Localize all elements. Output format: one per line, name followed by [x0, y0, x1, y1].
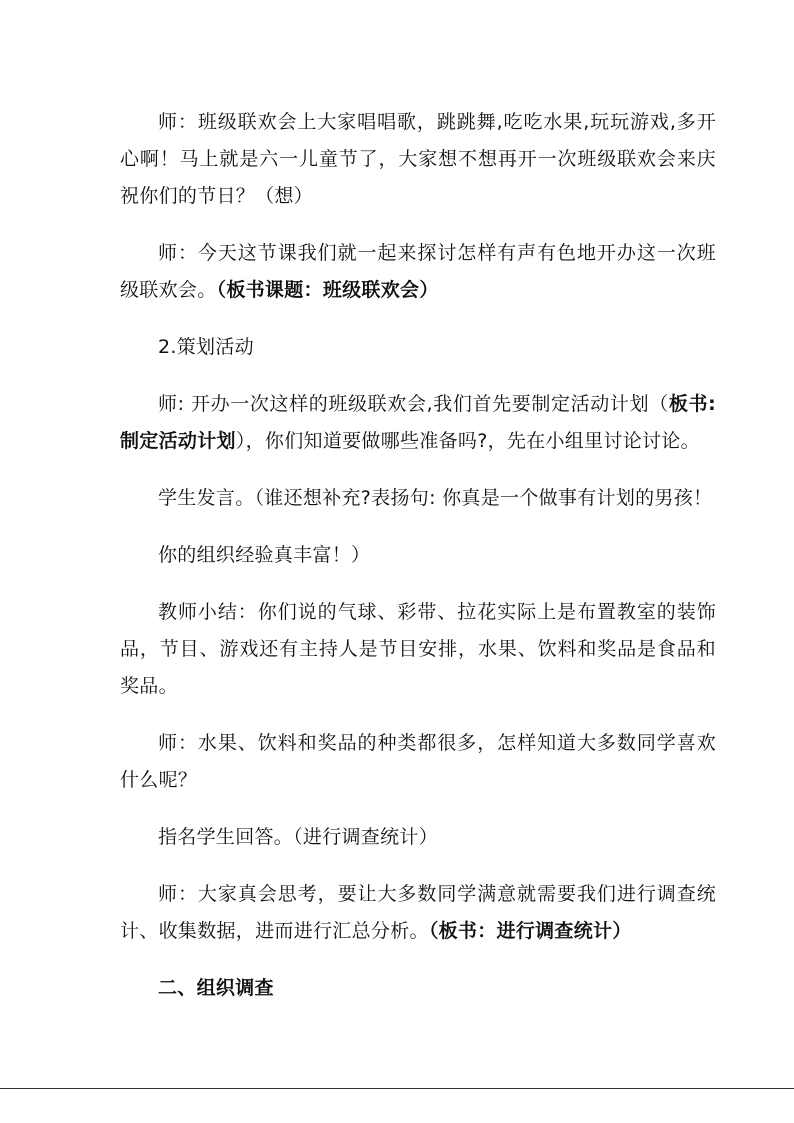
section-heading-text: 二、组织调查	[158, 977, 274, 999]
board-writing-survey: （板书：进行调查统计）	[428, 920, 632, 942]
board-writing-title: （板书课题：班级联欢会）	[216, 279, 439, 301]
paragraph-intro-celebration	[120, 104, 716, 215]
paragraph-text: 师：水果、饮料和奖品的种类都很多，怎样知道大多数同学喜欢什么呢？	[120, 732, 716, 791]
paragraph-praise	[120, 537, 716, 574]
paragraph-student-answer	[120, 819, 716, 856]
paragraph-text: 2.策划活动	[158, 336, 254, 358]
paragraph-text: 师: 开办一次这样的班级联欢会,我们首先要制定活动计划（	[158, 393, 669, 415]
paragraph-student-speech	[120, 480, 716, 517]
document-body	[120, 104, 716, 1027]
paragraph-text: 师：今天这节课我们就一起来探讨怎样有声有色地开办这一次班级联欢会。	[120, 242, 716, 301]
paragraph-make-plan	[120, 386, 716, 460]
paragraph-teacher-summary	[120, 594, 716, 705]
paragraph-text: 师：大家真会思考，要让大多数同学满意就需要我们进行调查统计、收集数据，进而进行汇总分析。	[120, 883, 716, 942]
paragraph-text: 学生发言。（谁还想补充?表扬句: 你真是一个做事有计划的男孩！	[158, 487, 713, 509]
footer-divider	[0, 1088, 794, 1089]
paragraph-explore-topic	[120, 235, 716, 309]
paragraph-text: 你的组织经验真丰富！）	[158, 544, 371, 566]
section-heading-organize-survey	[120, 970, 716, 1007]
paragraph-text: ），你们知道要做哪些准备吗?，先在小组里讨论讨论。	[235, 430, 700, 452]
section-heading-plan-activity	[120, 329, 716, 366]
paragraph-text: 指名学生回答。（进行调查统计）	[158, 826, 439, 848]
paragraph-survey-statistics	[120, 876, 716, 950]
paragraph-question-preferences	[120, 725, 716, 799]
paragraph-text: 教师小结：你们说的气球、彩带、拉花实际上是布置教室的装饰品，节目、游戏还有主持人是节目安排，水果、饮料和奖品是食品和奖品。	[120, 601, 716, 697]
board-writing-plan: 板书: 制定活动计划	[120, 393, 716, 452]
paragraph-text: 师：班级联欢会上大家唱唱歌，跳跳舞,吃吃水果,玩玩游戏,多开心啊！马上就是六一儿童节了，大家想不想再开一次班级联欢会来庆祝你们的节日？（想）	[120, 111, 716, 207]
